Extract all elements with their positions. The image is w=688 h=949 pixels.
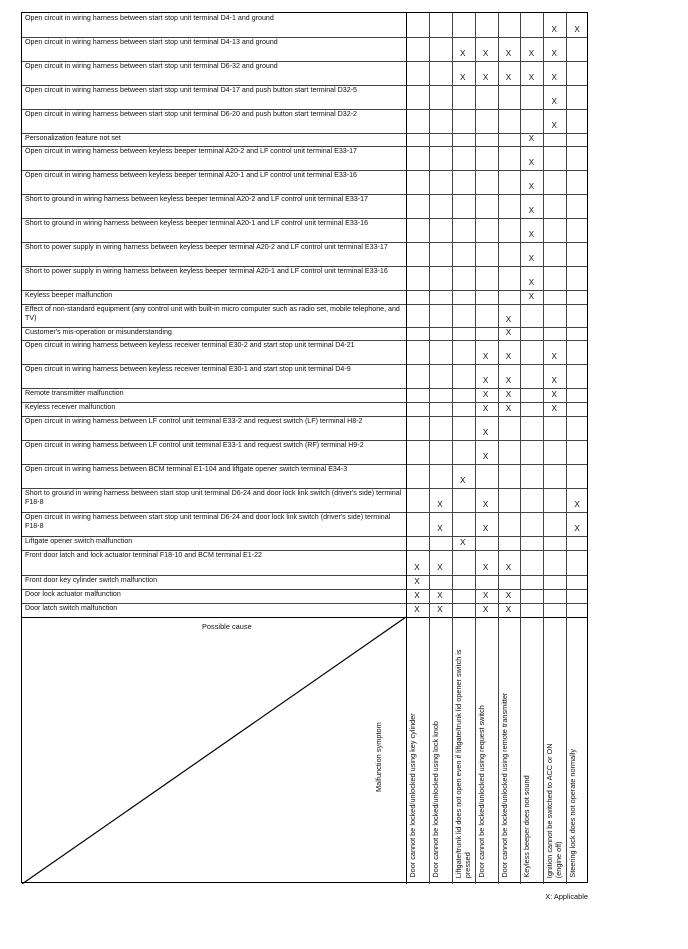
column-divider <box>566 13 567 884</box>
possible-cause-cell: Remote transmitter malfunction <box>25 389 124 397</box>
possible-cause-cell: Open circuit in wiring harness between start stop unit terminal D4-1 and ground <box>25 14 274 22</box>
applicable-mark: X <box>528 134 535 143</box>
possible-cause-cell: Personalization feature not set <box>25 134 121 142</box>
applicable-mark: X <box>528 292 535 301</box>
symptom-header-text: Liftgate/trunk lid does not open even if liftgate/trunk lid opener switch is pressed <box>453 649 472 878</box>
applicable-mark: X <box>505 390 512 399</box>
applicable-mark: X <box>551 376 557 385</box>
possible-cause-cell: Door latch switch malfunction <box>25 604 118 612</box>
applicable-mark: X <box>505 591 512 600</box>
column-divider <box>475 13 476 884</box>
possible-cause-cell: Customer's mis-operation or misunderstanding <box>25 328 172 336</box>
column-divider <box>429 13 430 884</box>
applicable-mark: X <box>505 49 512 58</box>
possible-cause-cell: Short to ground in wiring harness between start stop unit terminal D6-24 and door lock link switch (driver's side) terminal F18-8 <box>25 489 402 507</box>
applicable-mark: X <box>551 73 557 82</box>
applicable-mark: X <box>482 428 489 437</box>
symptom-header-text: Steering lock does not operate normally <box>568 749 578 878</box>
symptom-header-text: Door cannot be locked/unlocked using request switch <box>476 705 486 878</box>
applicable-mark: X <box>551 121 557 130</box>
possible-cause-cell: Open circuit in wiring harness between start stop unit terminal D6-24 and door lock link switch (driver's side) terminal F18-8 <box>25 513 391 531</box>
applicable-mark: X <box>437 524 443 533</box>
possible-cause-cell: Effect of non-standard equipment (any control unit with built-in micro computer such as radio set, mobile telephone, and TV) <box>25 305 400 323</box>
possible-cause-cell: Open circuit in wiring harness between start stop unit terminal D6-20 and push button start terminal D32-2 <box>25 110 357 118</box>
symptom-header-text: Door cannot be locked/unlocked using remote transmitter <box>499 693 509 878</box>
column-divider <box>520 13 521 884</box>
possible-cause-cell: Short to ground in wiring harness between keyless beeper terminal A20-2 and LF control unit terminal E33-17 <box>25 195 369 203</box>
applicable-mark: X <box>505 73 512 82</box>
possible-cause-cell: Open circuit in wiring harness between LF control unit terminal E33-1 and request switch (RF) terminal H9-2 <box>25 441 364 449</box>
symptom-header-text: Door cannot be locked/unlocked using lock knob <box>430 721 440 878</box>
applicable-mark: X <box>437 500 443 509</box>
possible-cause-cell: Liftgate opener switch malfunction <box>25 537 133 545</box>
applicable-mark: X <box>437 591 443 600</box>
applicable-mark: X <box>551 25 557 34</box>
applicable-mark: X <box>482 390 489 399</box>
possible-cause-cell: Short to power supply in wiring harness between keyless beeper terminal A20-1 and LF control unit terminal E33-16 <box>25 267 388 275</box>
applicable-mark: X <box>551 49 557 58</box>
applicable-mark: X <box>482 605 489 614</box>
applicable-mark: X <box>505 328 512 337</box>
symptom-header-text: Door cannot be locked/unlocked using key cylinder <box>408 713 417 878</box>
possible-cause-cell: Open circuit in wiring harness between BCM terminal E1-104 and liftgate opener switch terminal E34-3 <box>25 465 348 473</box>
applicable-mark: X <box>505 404 512 413</box>
applicable-mark: X <box>528 182 535 191</box>
possible-cause-cell: Keyless beeper malfunction <box>25 291 113 299</box>
possible-cause-cell: Keyless receiver malfunction <box>25 403 116 411</box>
applicable-mark: X <box>574 524 580 533</box>
column-divider <box>406 13 407 884</box>
possible-cause-cell: Short to ground in wiring harness between keyless beeper terminal A20-1 and LF control unit terminal E33-16 <box>25 219 369 227</box>
possible-cause-cell: Open circuit in wiring harness between start stop unit terminal D6-32 and ground <box>25 62 278 70</box>
symptom-header-text: Ignition cannot be switched to ACC or ON (engine off) <box>545 743 563 878</box>
applicable-mark: X <box>551 352 557 361</box>
legend-note: X: Applicable <box>545 892 588 901</box>
applicable-mark: X <box>528 49 535 58</box>
applicable-mark: X <box>482 452 489 461</box>
applicable-mark: X <box>551 97 557 106</box>
applicable-mark: X <box>505 376 512 385</box>
applicable-mark: X <box>528 158 535 167</box>
symptom-header-text: Keyless beeper does not sound <box>522 775 532 878</box>
applicable-mark: X <box>528 230 535 239</box>
applicable-mark: X <box>528 254 535 263</box>
possible-cause-cell: Front door latch and lock actuator terminal F18-10 and BCM terminal E1-22 <box>25 551 262 559</box>
applicable-mark: X <box>505 352 512 361</box>
possible-cause-cell: Door lock actuator malfunction <box>25 590 121 598</box>
applicable-mark: X <box>528 73 535 82</box>
applicable-mark: X <box>414 605 420 614</box>
applicable-mark: X <box>482 376 489 385</box>
applicable-mark: X <box>482 404 489 413</box>
applicable-mark: X <box>482 524 489 533</box>
malfunction-table <box>21 12 588 883</box>
applicable-mark: X <box>460 538 466 547</box>
possible-cause-cell: Open circuit in wiring harness between start stop unit terminal D4-17 and push button start terminal D32-5 <box>25 86 357 94</box>
applicable-mark: X <box>414 563 420 572</box>
applicable-mark: X <box>551 390 557 399</box>
applicable-mark: X <box>528 278 535 287</box>
applicable-mark: X <box>460 476 466 485</box>
applicable-mark: X <box>482 352 489 361</box>
applicable-mark: X <box>505 605 512 614</box>
applicable-mark: X <box>460 49 466 58</box>
applicable-mark: X <box>505 315 512 324</box>
applicable-mark: X <box>437 605 443 614</box>
column-divider <box>452 13 453 884</box>
applicable-mark: X <box>482 563 489 572</box>
applicable-mark: X <box>482 591 489 600</box>
applicable-mark: X <box>574 25 580 34</box>
possible-cause-cell: Short to power supply in wiring harness between keyless beeper terminal A20-2 and LF control unit terminal E33-17 <box>25 243 388 251</box>
row-divider <box>22 617 587 618</box>
applicable-mark: X <box>437 563 443 572</box>
possible-cause-cell: Open circuit in wiring harness between keyless beeper terminal A20-2 and LF control unit terminal E33-17 <box>25 147 358 155</box>
possible-cause-cell: Open circuit in wiring harness between start stop unit terminal D4-13 and ground <box>25 38 278 46</box>
column-divider <box>498 13 499 884</box>
applicable-mark: X <box>574 500 580 509</box>
possible-cause-label: Possible cause <box>202 622 252 631</box>
possible-cause-cell: Open circuit in wiring harness between keyless beeper terminal A20-1 and LF control unit terminal E33-16 <box>25 171 358 179</box>
applicable-mark: X <box>460 73 466 82</box>
applicable-mark: X <box>551 404 557 413</box>
applicable-mark: X <box>414 577 420 586</box>
possible-cause-cell: Open circuit in wiring harness between keyless receiver terminal E30-1 and start stop unit terminal D4-9 <box>25 365 351 373</box>
applicable-mark: X <box>505 563 512 572</box>
applicable-mark: X <box>482 500 489 509</box>
applicable-mark: X <box>414 591 420 600</box>
malfunction-symptom-label: Malfunction symptom <box>374 722 383 792</box>
possible-cause-cell: Open circuit in wiring harness between keyless receiver terminal E30-2 and start stop unit terminal D4-21 <box>25 341 355 349</box>
applicable-mark: X <box>482 73 489 82</box>
applicable-mark: X <box>482 49 489 58</box>
applicable-mark: X <box>528 206 535 215</box>
possible-cause-cell: Front door key cylinder switch malfunction <box>25 576 158 584</box>
possible-cause-cell: Open circuit in wiring harness between LF control unit terminal E33-2 and request switch (LF) terminal H8-2 <box>25 417 363 425</box>
diagonal-divider <box>22 617 406 884</box>
